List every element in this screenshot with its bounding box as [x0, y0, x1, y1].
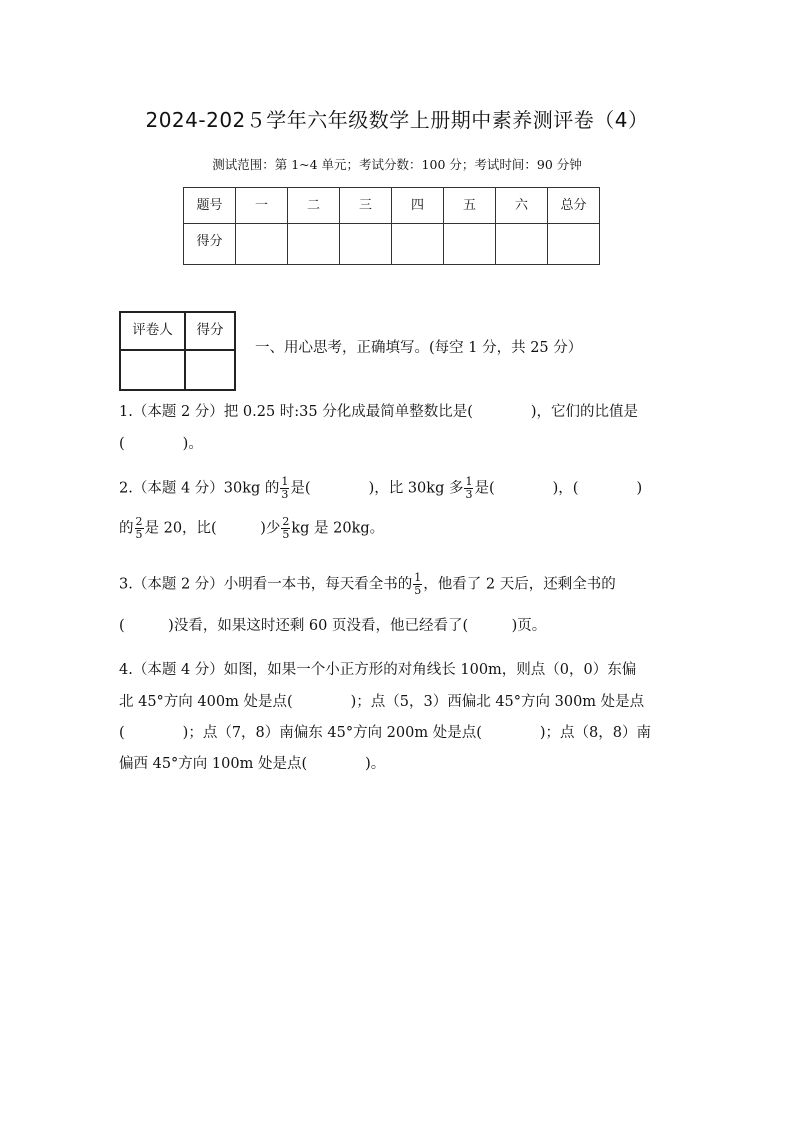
q2-text-2: 是( )，比 30kg 多 [290, 480, 464, 497]
q3-text-1: 3.（本题 2 分）小明看一本书，每天看全书的 [119, 576, 413, 593]
q2-text-1: 2.（本题 4 分）30kg 的 [119, 480, 280, 497]
exam-info: 测试范围：第 1~4 单元；考试分数：100 分；考试时间：90 分钟 [212, 157, 582, 172]
q2-text-3: 是( )，( ) [474, 480, 643, 497]
grader-score-blank [185, 350, 235, 390]
q2-text-4: 的 [119, 520, 134, 537]
grader-table [119, 311, 236, 391]
score-cell-total: 总分 [548, 188, 600, 224]
fraction-two-fifths: $\frac{2}{5}$ [135, 515, 143, 541]
grader-blank [120, 350, 185, 390]
grader-score-label: 得分 [185, 312, 235, 350]
score-blank [548, 224, 600, 265]
score-blank [236, 224, 288, 265]
score-table-header-row [184, 188, 600, 224]
score-blank [496, 224, 548, 265]
score-cell-label: 题号 [184, 188, 236, 224]
score-cell-6: 六 [496, 188, 548, 224]
q2-text-6: kg 是 20kg。 [291, 520, 385, 537]
question-4-line-4: 偏西 45°方向 100m 处是点( )。 [119, 756, 386, 772]
q3-text-2: ，他看了 2 天后，还剩全书的 [423, 576, 616, 593]
score-table-score-row [184, 224, 600, 265]
section-heading: 一、用心思考，正确填写。(每空 1 分，共 25 分） [255, 340, 583, 356]
fraction-two-fifths: $\frac{2}{5}$ [282, 515, 290, 541]
question-4-line-1: 4.（本题 4 分）如图，如果一个小正方形的对角线长 100m，则点（0，0）东偏 [119, 662, 637, 678]
score-blank [392, 224, 444, 265]
question-4-line-3: ( )；点（7，8）南偏东 45°方向 200m 处是点( )；点（8，8）南 [119, 725, 651, 741]
question-1-line-2: ( )。 [119, 436, 203, 452]
score-cell-2: 二 [288, 188, 340, 224]
question-2-line-2 [119, 516, 384, 541]
score-cell-5: 五 [444, 188, 496, 224]
fraction-one-fifth: $\frac{1}{5}$ [414, 571, 422, 597]
score-blank [288, 224, 340, 265]
score-cell-3: 三 [340, 188, 392, 224]
score-blank [340, 224, 392, 265]
question-1-line-1: 1.（本题 2 分）把 0.25 时:35 分化成最简单整数比是( )，它们的比值是 [119, 404, 639, 420]
fraction-one-third: $\frac{1}{3}$ [465, 475, 473, 501]
question-4-line-2: 北 45°方向 400m 处是点( )；点（5，3）西偏北 45°方向 300m 处是点 [119, 694, 645, 710]
score-row-label: 得分 [184, 224, 236, 265]
score-cell-1: 一 [236, 188, 288, 224]
page-title: 2024-202５学年六年级数学上册期中素养测评卷（4） [145, 108, 649, 132]
score-blank [444, 224, 496, 265]
fraction-one-third: $\frac{1}{3}$ [281, 475, 289, 501]
question-2-line-1 [119, 476, 642, 501]
q2-text-5: 是 20，比( )少 [144, 520, 281, 537]
score-cell-4: 四 [392, 188, 444, 224]
question-3-line-1 [119, 572, 616, 597]
score-table [183, 187, 600, 265]
question-3-line-2: ( )没看，如果这时还剩 60 页没看，他已经看了( )页。 [119, 618, 547, 634]
grader-label: 评卷人 [120, 312, 185, 350]
